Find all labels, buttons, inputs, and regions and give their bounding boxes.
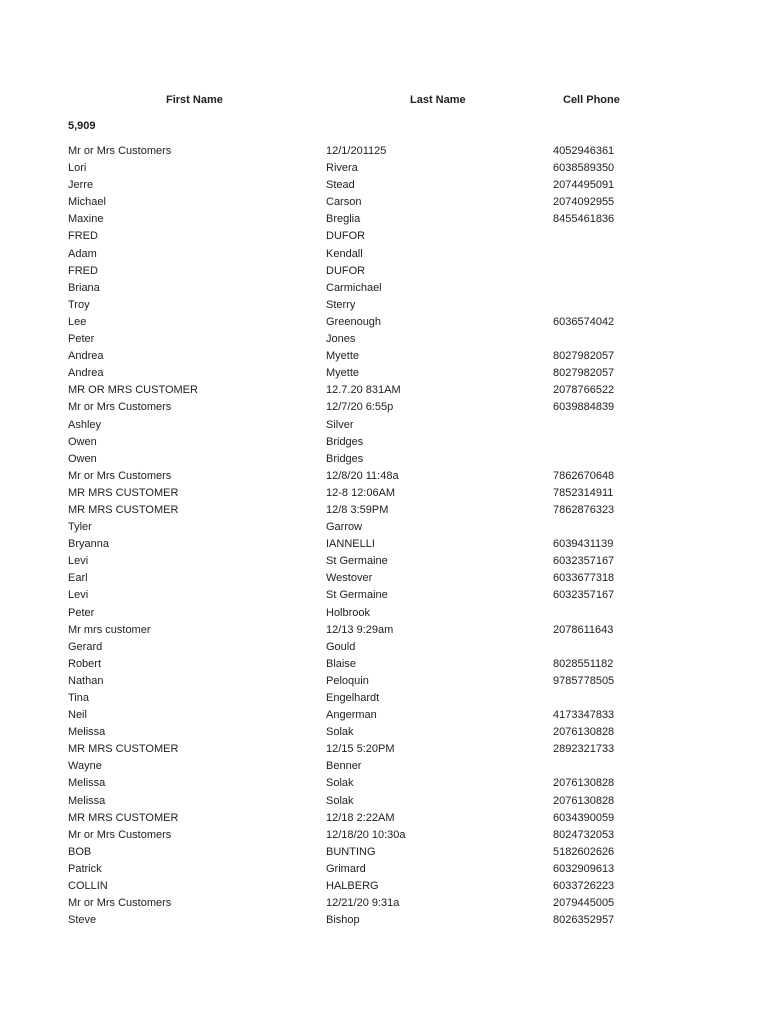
cell-phone-number: 6033726223	[553, 880, 615, 893]
cell-last-name: Solak	[326, 794, 354, 807]
table-row	[0, 793, 768, 810]
cell-phone-number: 6039884839	[553, 401, 615, 414]
table-row	[0, 570, 768, 587]
cell-first-name: Troy	[68, 298, 90, 311]
cell-phone-number: 7862876323	[553, 503, 615, 516]
cell-last-name: Greenough	[326, 315, 382, 328]
cell-first-name: Jerre	[68, 179, 94, 192]
cell-first-name: Melissa	[68, 777, 106, 790]
cell-first-name: Nathan	[68, 674, 104, 687]
cell-last-name: 12/8/20 11:48a	[326, 469, 399, 482]
header-last-name: Last Name	[410, 94, 466, 106]
cell-first-name: Melissa	[68, 726, 106, 739]
cell-first-name: Mr or Mrs Customers	[68, 401, 172, 414]
cell-first-name: Mr or Mrs Customers	[68, 897, 172, 910]
cell-first-name: Ashley	[68, 418, 102, 431]
table-row	[0, 314, 768, 331]
table-row	[0, 536, 768, 553]
cell-phone-number: 6036574042	[553, 315, 615, 328]
table-row	[0, 280, 768, 297]
cell-last-name: Myette	[326, 350, 360, 363]
cell-phone-number: 2074092955	[553, 196, 615, 209]
cell-last-name: Carmichael	[326, 281, 382, 294]
cell-phone-number: 2076130828	[553, 794, 615, 807]
cell-first-name: Owen	[68, 452, 97, 465]
cell-first-name: Lori	[68, 162, 87, 175]
cell-phone-number: 2079445005	[553, 897, 615, 910]
table-row	[0, 417, 768, 434]
cell-last-name: Blaise	[326, 657, 356, 670]
table-row	[0, 382, 768, 399]
cell-first-name: MR MRS CUSTOMER	[68, 743, 179, 756]
cell-first-name: FRED	[68, 230, 98, 243]
table-row	[0, 263, 768, 280]
table-row	[0, 211, 768, 228]
cell-first-name: Maxine	[68, 213, 104, 226]
cell-last-name: BUNTING	[326, 845, 376, 858]
table-row	[0, 451, 768, 468]
cell-first-name: MR OR MRS CUSTOMER	[68, 384, 198, 397]
cell-last-name: Stead	[326, 179, 355, 192]
cell-first-name: Michael	[68, 196, 106, 209]
cell-phone-number: 6039431139	[553, 538, 614, 551]
cell-phone-number: 4173347833	[553, 709, 615, 722]
table-row	[0, 912, 768, 929]
cell-phone-number: 2076130828	[553, 777, 615, 790]
cell-first-name: MR MRS CUSTOMER	[68, 811, 179, 824]
cell-last-name: Peloquin	[326, 674, 369, 687]
record-count: 5,909	[68, 120, 96, 132]
table-row	[0, 741, 768, 758]
cell-last-name: St Germaine	[326, 555, 388, 568]
cell-last-name: Engelhardt	[326, 692, 380, 704]
cell-phone-number: 8027982057	[553, 367, 615, 380]
cell-last-name: 12/7/20 6:55p	[326, 401, 394, 414]
table-row	[0, 519, 768, 536]
cell-first-name: Tina	[68, 692, 89, 704]
cell-phone-number: 8026352957	[553, 914, 615, 927]
cell-last-name: 12/13 9:29am	[326, 623, 394, 636]
cell-phone-number: 8027982057	[553, 350, 615, 363]
cell-last-name: St Germaine	[326, 589, 388, 602]
cell-phone-number: 2074495091	[553, 179, 615, 192]
cell-phone-number: 2078611643	[553, 623, 614, 636]
cell-first-name: FRED	[68, 264, 98, 277]
cell-last-name: 12-8 12:06AM	[326, 486, 396, 499]
cell-last-name: 12/8 3:59PM	[326, 503, 389, 516]
cell-first-name: Andrea	[68, 367, 104, 380]
table-row	[0, 553, 768, 570]
cell-last-name: Kendall	[326, 247, 363, 260]
cell-last-name: DUFOR	[326, 264, 366, 277]
cell-last-name: Rivera	[326, 162, 358, 175]
cell-last-name: Breglia	[326, 213, 361, 226]
cell-first-name: Melissa	[68, 794, 106, 807]
cell-last-name: 12/21/20 9:31a	[326, 897, 400, 910]
cell-last-name: DUFOR	[326, 230, 366, 243]
cell-first-name: Peter	[68, 606, 95, 619]
cell-last-name: Angerman	[326, 709, 377, 722]
cell-first-name: Earl	[68, 572, 88, 585]
cell-phone-number: 4052946361	[553, 145, 615, 157]
cell-first-name: BOB	[68, 845, 92, 858]
cell-last-name: 12/1/201125	[326, 145, 387, 157]
cell-last-name: Myette	[326, 367, 360, 380]
header-cell-phone: Cell Phone	[563, 94, 620, 106]
cell-first-name: Mr or Mrs Customers	[68, 469, 172, 482]
cell-last-name: Grimard	[326, 862, 366, 875]
cell-first-name: Robert	[68, 657, 102, 670]
cell-phone-number: 8024732053	[553, 828, 615, 841]
cell-last-name: Solak	[326, 726, 354, 739]
cell-first-name: Mr or Mrs Customers	[68, 145, 172, 157]
cell-first-name: COLLIN	[68, 880, 108, 893]
table-row	[0, 587, 768, 604]
table-row	[0, 707, 768, 724]
table-row	[0, 673, 768, 690]
cell-first-name: Owen	[68, 435, 97, 448]
cell-phone-number: 5182602626	[553, 845, 615, 858]
cell-last-name: Bishop	[326, 914, 360, 927]
cell-last-name: Carson	[326, 196, 362, 209]
table-row	[0, 297, 768, 314]
cell-last-name: Bridges	[326, 435, 364, 448]
table-row	[0, 605, 768, 622]
cell-first-name: Wayne	[68, 760, 102, 773]
cell-last-name: Sterry	[326, 298, 356, 311]
table-row	[0, 160, 768, 177]
table-row	[0, 895, 768, 912]
table-row	[0, 622, 768, 639]
cell-first-name: Patrick	[68, 862, 102, 875]
cell-last-name: Jones	[326, 333, 356, 346]
table-row	[0, 143, 768, 160]
cell-last-name: HALBERG	[326, 880, 379, 893]
table-header	[0, 94, 768, 110]
cell-last-name: Holbrook	[326, 606, 371, 619]
cell-last-name: Benner	[326, 760, 362, 773]
cell-first-name: Lee	[68, 315, 87, 328]
table-row	[0, 844, 768, 861]
header-first-name: First Name	[166, 94, 223, 106]
cell-first-name: Andrea	[68, 350, 104, 363]
table-row	[0, 861, 768, 878]
table-row	[0, 177, 768, 194]
cell-phone-number: 8028551182	[553, 657, 614, 670]
table-row	[0, 810, 768, 827]
table-row	[0, 724, 768, 741]
cell-phone-number: 2076130828	[553, 726, 615, 739]
cell-last-name: Solak	[326, 777, 354, 790]
table-body	[0, 143, 768, 929]
cell-phone-number: 6032357167	[553, 555, 615, 568]
cell-first-name: Gerard	[68, 640, 103, 653]
cell-first-name: Steve	[68, 914, 97, 927]
table-row	[0, 331, 768, 348]
table-row	[0, 758, 768, 775]
cell-phone-number: 7852314911	[553, 486, 614, 499]
cell-last-name: Garrow	[326, 521, 363, 534]
cell-phone-number: 9785778505	[553, 674, 615, 687]
cell-last-name: Bridges	[326, 452, 364, 465]
cell-last-name: Silver	[326, 418, 354, 431]
table-row	[0, 228, 768, 245]
cell-first-name: Mr mrs customer	[68, 623, 151, 636]
cell-phone-number: 8455461836	[553, 213, 615, 226]
cell-phone-number: 6032909613	[553, 862, 615, 875]
table-row	[0, 878, 768, 895]
cell-first-name: Bryanna	[68, 538, 109, 551]
cell-last-name: Gould	[326, 640, 356, 653]
table-row	[0, 365, 768, 382]
cell-phone-number: 6032357167	[553, 589, 615, 602]
cell-first-name: Tyler	[68, 521, 92, 534]
cell-last-name: Westover	[326, 572, 373, 585]
cell-first-name: Briana	[68, 281, 100, 294]
cell-last-name: 12.7.20 831AM	[326, 384, 401, 397]
cell-last-name: 12/18 2:22AM	[326, 811, 395, 824]
cell-first-name: Mr or Mrs Customers	[68, 828, 172, 841]
cell-phone-number: 7862670648	[553, 469, 615, 482]
table-row	[0, 399, 768, 416]
cell-last-name: 12/18/20 10:30a	[326, 828, 406, 841]
cell-phone-number: 6033677318	[553, 572, 615, 585]
cell-last-name: 12/15 5:20PM	[326, 743, 395, 756]
cell-first-name: MR MRS CUSTOMER	[68, 486, 179, 499]
cell-first-name: Peter	[68, 333, 95, 346]
cell-phone-number: 2892321733	[553, 743, 615, 756]
table-row	[0, 468, 768, 485]
cell-first-name: Adam	[68, 247, 97, 260]
table-row	[0, 502, 768, 519]
table-row	[0, 639, 768, 656]
table-row	[0, 656, 768, 673]
cell-first-name: Levi	[68, 555, 89, 568]
cell-phone-number: 2078766522	[553, 384, 615, 397]
cell-first-name: Neil	[68, 709, 87, 722]
table-row	[0, 827, 768, 844]
table-row	[0, 194, 768, 211]
cell-phone-number: 6038589350	[553, 162, 615, 175]
cell-last-name: IANNELLI	[326, 538, 375, 551]
cell-first-name: Levi	[68, 589, 89, 602]
cell-phone-number: 6034390059	[553, 811, 615, 824]
table-row	[0, 775, 768, 792]
table-row	[0, 246, 768, 263]
table-row	[0, 690, 768, 707]
table-row	[0, 434, 768, 451]
cell-first-name: MR MRS CUSTOMER	[68, 503, 179, 516]
table-row	[0, 348, 768, 365]
table-row	[0, 485, 768, 502]
